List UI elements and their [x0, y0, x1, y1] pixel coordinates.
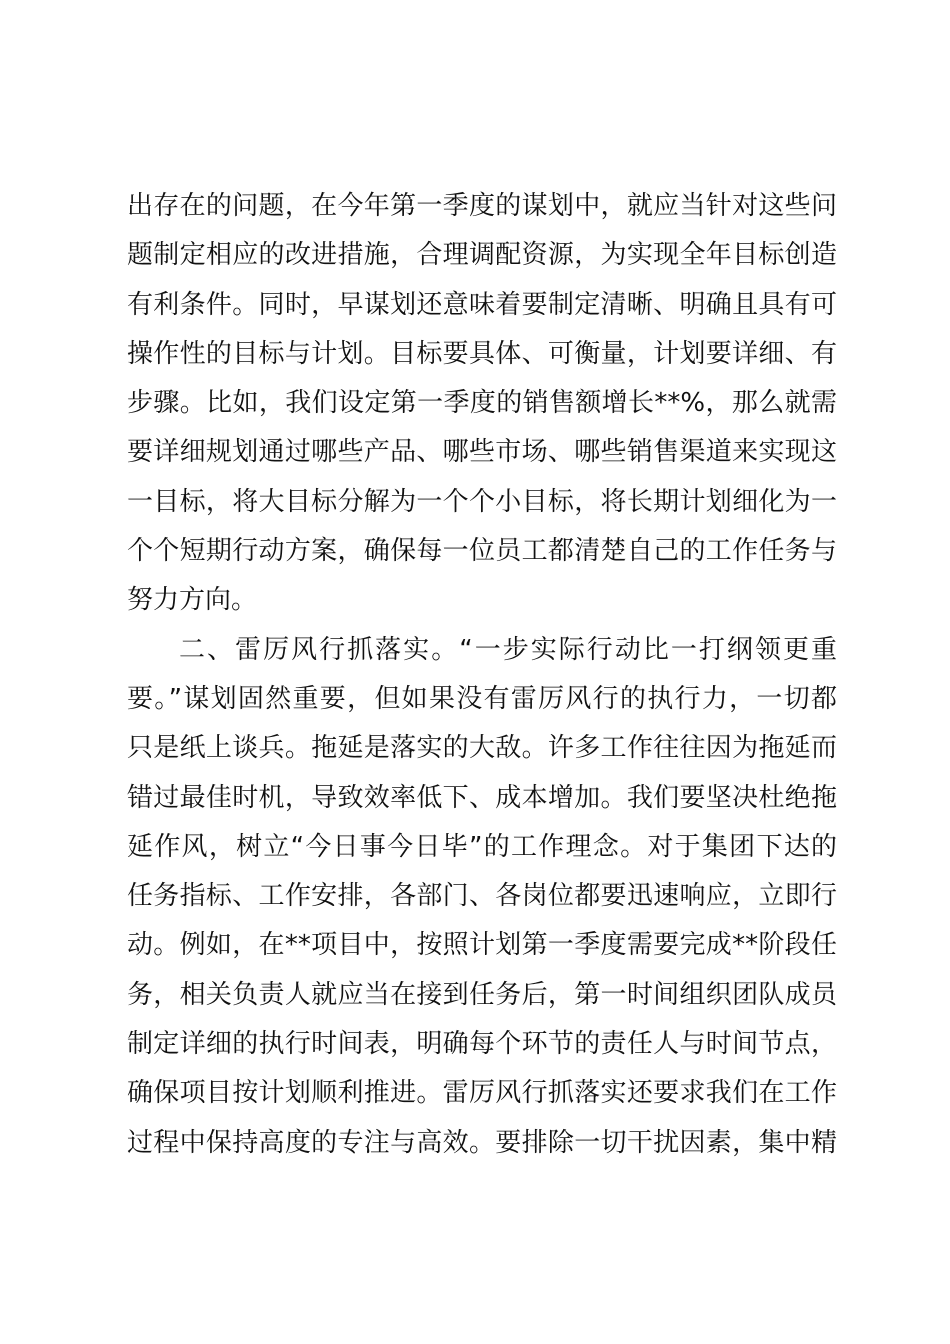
- paragraph-last-line: 努力方向。: [127, 585, 258, 616]
- text-line: 操作性的目标与计划。目标要具体、可衡量，计划要详细、有: [127, 338, 837, 369]
- text-line: 过程中保持高度的专注与高效。要排除一切干扰因素，集中精: [127, 1127, 837, 1158]
- text-line: 有利条件。同时，早谋划还意味着要制定清晰、明确且具有可: [127, 289, 837, 320]
- text-line: 务，相关负责人就应当在接到任务后，第一时间组织团队成员: [127, 979, 837, 1010]
- text-line: 确保项目按计划顺利推进。雷厉风行抓落实还要求我们在工作: [127, 1078, 837, 1109]
- text-line: 一目标，将大目标分解为一个个小目标，将长期计划细化为一: [127, 486, 837, 517]
- text-line: 个个短期行动方案，确保每一位员工都清楚自己的工作任务与: [127, 536, 837, 567]
- text-line: 错过最佳时机，导致效率低下、成本增加。我们要坚决杜绝拖: [127, 782, 837, 813]
- text-line: 动。例如，在**项目中，按照计划第一季度需要完成**阶段任: [127, 930, 837, 961]
- text-line: 制定详细的执行时间表，明确每个环节的责任人与时间节点，: [127, 1029, 837, 1060]
- text-line: 题制定相应的改进措施，合理调配资源，为实现全年目标创造: [127, 240, 837, 271]
- section-heading-line: 二、雷厉风行抓落实。“一步实际行动比一打纲领更重: [179, 634, 837, 665]
- text-line: 延作风，树立“今日事今日毕”的工作理念。对于集团下达的: [127, 831, 837, 862]
- text-line: 出存在的问题，在今年第一季度的谋划中，就应当针对这些问: [127, 191, 837, 221]
- text-line: 任务指标、工作安排，各部门、各岗位都要迅速响应，立即行: [127, 881, 837, 912]
- text-line: 要。”谋划固然重要，但如果没有雷厉风行的执行力，一切都: [127, 683, 837, 714]
- text-line: 只是纸上谈兵。拖延是落实的大敌。许多工作往往因为拖延而: [127, 733, 837, 764]
- text-line: 步骤。比如，我们设定第一季度的销售额增长**%，那么就需: [127, 388, 837, 419]
- body-text: [127, 182, 837, 1168]
- text-line: 要详细规划通过哪些产品、哪些市场、哪些销售渠道来实现这: [127, 437, 837, 468]
